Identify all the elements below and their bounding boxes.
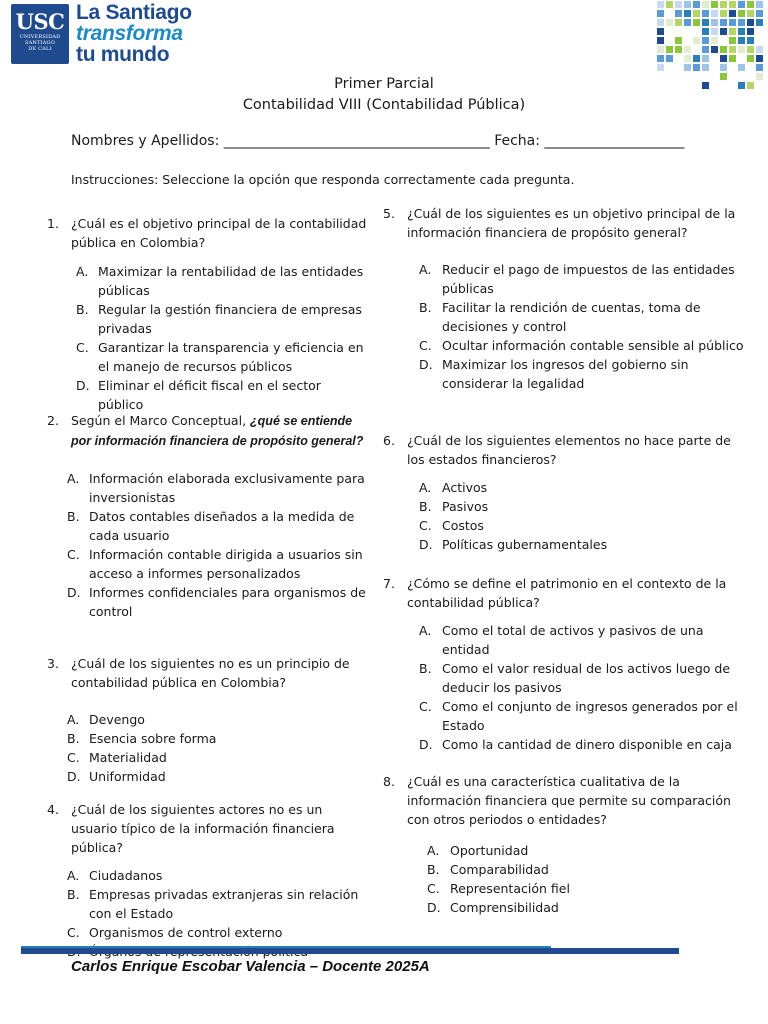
question-text: ¿Cómo se define el patrimonio en el contexto de la contabilidad pública? [407, 576, 727, 610]
mosaic-tile [729, 28, 736, 35]
mosaic-tile [693, 1, 700, 8]
mosaic-tile [693, 64, 700, 71]
option-a: A. Información elaborada exclusivamente para inversionistas [67, 471, 365, 505]
question-5 [383, 204, 745, 393]
mosaic-tile [657, 55, 664, 62]
mosaic-tile [702, 37, 709, 44]
mosaic-tile [684, 46, 691, 53]
mosaic-tile [747, 28, 754, 35]
option-d: D. Maximizar los ingresos del gobierno sin considerar la legalidad [419, 357, 689, 391]
mosaic-tile [729, 55, 736, 62]
options-list [47, 469, 369, 621]
mosaic-tile [684, 55, 691, 62]
question-text: Según el Marco Conceptual, ¿qué se entiende por información financiera de propósito general? [71, 413, 364, 448]
mosaic-tile [711, 19, 718, 26]
mosaic-tile [666, 55, 673, 62]
option-d: D. Políticas gubernamentales [419, 537, 608, 552]
mosaic-tile [693, 37, 700, 44]
mosaic-tile [693, 10, 700, 17]
question-text: ¿Cuál es el objetivo principal de la contabilidad pública en Colombia? [71, 216, 367, 250]
mosaic-tile [720, 46, 727, 53]
option-a: A. Activos [419, 480, 488, 495]
mosaic-tile [729, 1, 736, 8]
mosaic-tile [711, 28, 718, 35]
mosaic-tile [657, 10, 664, 17]
mosaic-tile [702, 28, 709, 35]
mosaic-tile [675, 1, 682, 8]
mosaic-tile [756, 10, 763, 17]
option-c: C. Representación fiel [427, 881, 570, 896]
option-d: D. Uniformidad [67, 769, 166, 784]
option-b: B. Comparabilidad [427, 862, 549, 877]
name-date-field: Nombres y Apellidos: ______________________________________ Fecha: ____________________ [71, 133, 685, 149]
mosaic-tile [666, 46, 673, 53]
option-d: D. Eliminar el déficit fiscal en el sector público [76, 378, 321, 412]
mosaic-tile [738, 46, 745, 53]
mosaic-tile [657, 37, 664, 44]
question-number: 3. [47, 656, 59, 671]
question-number: 8. [383, 774, 395, 789]
mosaic-tile [729, 37, 736, 44]
question-text: ¿Cuál es una característica cualitativa de la información financiera que permite su comparación con otros periodos o entidades? [407, 774, 731, 827]
slogan-line-3: tu mundo [76, 43, 170, 66]
mosaic-tile [720, 28, 727, 35]
university-logo [11, 4, 69, 64]
footer-author: Carlos Enrique Escobar Valencia – Docente 2025A [71, 958, 430, 975]
mosaic-tile [747, 37, 754, 44]
question-number: 5. [383, 206, 395, 221]
question-7 [383, 574, 745, 754]
options-list [383, 621, 745, 754]
mosaic-tile [756, 46, 763, 53]
mosaic-tile [738, 1, 745, 8]
mosaic-tile [684, 19, 691, 26]
mosaic-tile [693, 19, 700, 26]
mosaic-tile [684, 64, 691, 71]
option-a: A. Maximizar la rentabilidad de las entidades públicas [76, 264, 364, 298]
mosaic-tile [666, 19, 673, 26]
mosaic-tile [675, 37, 682, 44]
options-list [47, 710, 369, 786]
question-2 [47, 411, 369, 621]
mosaic-tile [747, 55, 754, 62]
logo-subtitle-1: UNIVERSIDAD [19, 34, 61, 40]
mosaic-tile [729, 10, 736, 17]
question-number: 7. [383, 576, 395, 591]
mosaic-tile [720, 19, 727, 26]
option-b: B. Facilitar la rendición de cuentas, toma de decisiones y control [419, 300, 701, 334]
question-6 [383, 431, 745, 554]
question-text: ¿Cuál de los siguientes elementos no hace parte de los estados financieros? [407, 433, 731, 467]
mosaic-tile [684, 10, 691, 17]
mosaic-tile [729, 19, 736, 26]
option-b: B. Regular la gestión financiera de empresas privadas [76, 302, 362, 336]
logo-subtitle-3: DE CALI [28, 46, 52, 52]
options-list [383, 841, 745, 917]
question-number: 2. [47, 413, 59, 428]
mosaic-tile [756, 55, 763, 62]
mosaic-tile [738, 37, 745, 44]
mosaic-tile [747, 10, 754, 17]
question-text: ¿Cuál de los siguientes es un objetivo principal de la información financiera de propósito general? [407, 206, 736, 240]
option-b: B. Empresas privadas extranjeras sin relación con el Estado [67, 887, 359, 921]
mosaic-tile [711, 1, 718, 8]
mosaic-tile [675, 46, 682, 53]
mosaic-tile [657, 46, 664, 53]
mosaic-tile [738, 10, 745, 17]
mosaic-tile [711, 46, 718, 53]
mosaic-tile [756, 1, 763, 8]
mosaic-tile [666, 1, 673, 8]
option-b: B. Esencia sobre forma [67, 731, 217, 746]
mosaic-tile [720, 64, 727, 71]
mosaic-tile [738, 19, 745, 26]
mosaic-tile [738, 28, 745, 35]
mosaic-tile [657, 28, 664, 35]
question-3 [47, 654, 369, 786]
footer-divider [21, 948, 679, 954]
mosaic-tile [657, 19, 664, 26]
mosaic-tile [756, 64, 763, 71]
option-c: C. Información contable dirigida a usuarios sin acceso a informes personalizados [67, 547, 363, 581]
logo-initials: USC [15, 9, 65, 34]
mosaic-tile [657, 1, 664, 8]
mosaic-tile [738, 64, 745, 71]
question-text: ¿Cuál de los siguientes no es un principio de contabilidad pública en Colombia? [71, 656, 350, 690]
mosaic-tile [657, 64, 664, 71]
option-c: C. Garantizar la transparencia y eficiencia en el manejo de recursos públicos [76, 340, 364, 374]
mosaic-tile [747, 46, 754, 53]
option-a: A. Oportunidad [427, 843, 529, 858]
option-c: C. Organismos de control externo [67, 925, 283, 940]
instructions: Instrucciones: Seleccione la opción que responda correctamente cada pregunta. [71, 172, 575, 187]
mosaic-tile [720, 10, 727, 17]
mosaic-tile [702, 19, 709, 26]
options-list [383, 260, 745, 393]
page-subtitle: Contabilidad VIII (Contabilidad Pública) [242, 97, 526, 113]
question-number: 6. [383, 433, 395, 448]
slogan-line-1: La Santiago [76, 1, 192, 24]
logo-subtitle-2: SANTIAGO [24, 40, 56, 46]
option-a: A. Como el total de activos y pasivos de una entidad [419, 623, 704, 657]
question-emphasis: ¿qué se entiende por información financiera de propósito general? [71, 414, 364, 448]
mosaic-tile [675, 10, 682, 17]
mosaic-tile [720, 1, 727, 8]
mosaic-tile [756, 19, 763, 26]
mosaic-tile [702, 64, 709, 71]
option-c: C. Costos [419, 518, 484, 533]
mosaic-tile [747, 1, 754, 8]
mosaic-tile [675, 19, 682, 26]
option-a: A. Devengo [67, 712, 145, 727]
option-c: C. Ocultar información contable sensible al público [419, 338, 744, 353]
option-b: B. Pasivos [419, 499, 489, 514]
mosaic-tile [729, 46, 736, 53]
page-title: Primer Parcial [334, 76, 434, 92]
mosaic-tile [684, 1, 691, 8]
option-d: D. Como la cantidad de dinero disponible en caja [419, 737, 732, 752]
option-a: A. Reducir el pago de impuestos de las entidades públicas [419, 262, 735, 296]
mosaic-tile [702, 46, 709, 53]
mosaic-tile [720, 55, 727, 62]
mosaic-tile [711, 10, 718, 17]
options-list [383, 478, 745, 554]
mosaic-tile [702, 10, 709, 17]
slogan-line-2: transforma [76, 22, 183, 45]
option-b: B. Como el valor residual de los activos luego de deducir los pasivos [419, 661, 731, 695]
option-a: A. Ciudadanos [67, 868, 163, 883]
question-number: 4. [47, 802, 59, 817]
option-b: B. Datos contables diseñados a la medida de cada usuario [67, 509, 355, 543]
mosaic-tile [702, 55, 709, 62]
option-d: D. Comprensibilidad [427, 900, 559, 915]
option-c: C. Materialidad [67, 750, 167, 765]
question-1 [47, 214, 369, 414]
question-4 [47, 800, 369, 961]
mosaic-tile [747, 19, 754, 26]
mosaic-tile [711, 37, 718, 44]
option-d: D. Informes confidenciales para organismos de control [67, 585, 366, 619]
question-8 [383, 772, 745, 917]
question-text: ¿Cuál de los siguientes actores no es un usuario típico de la información financiera pública? [71, 802, 335, 855]
mosaic-tile [693, 55, 700, 62]
mosaic-tile [702, 1, 709, 8]
slogan [76, 2, 192, 65]
option-c: C. Como el conjunto de ingresos generados por el Estado [419, 699, 738, 733]
question-number: 1. [47, 216, 59, 231]
options-list [47, 262, 369, 414]
